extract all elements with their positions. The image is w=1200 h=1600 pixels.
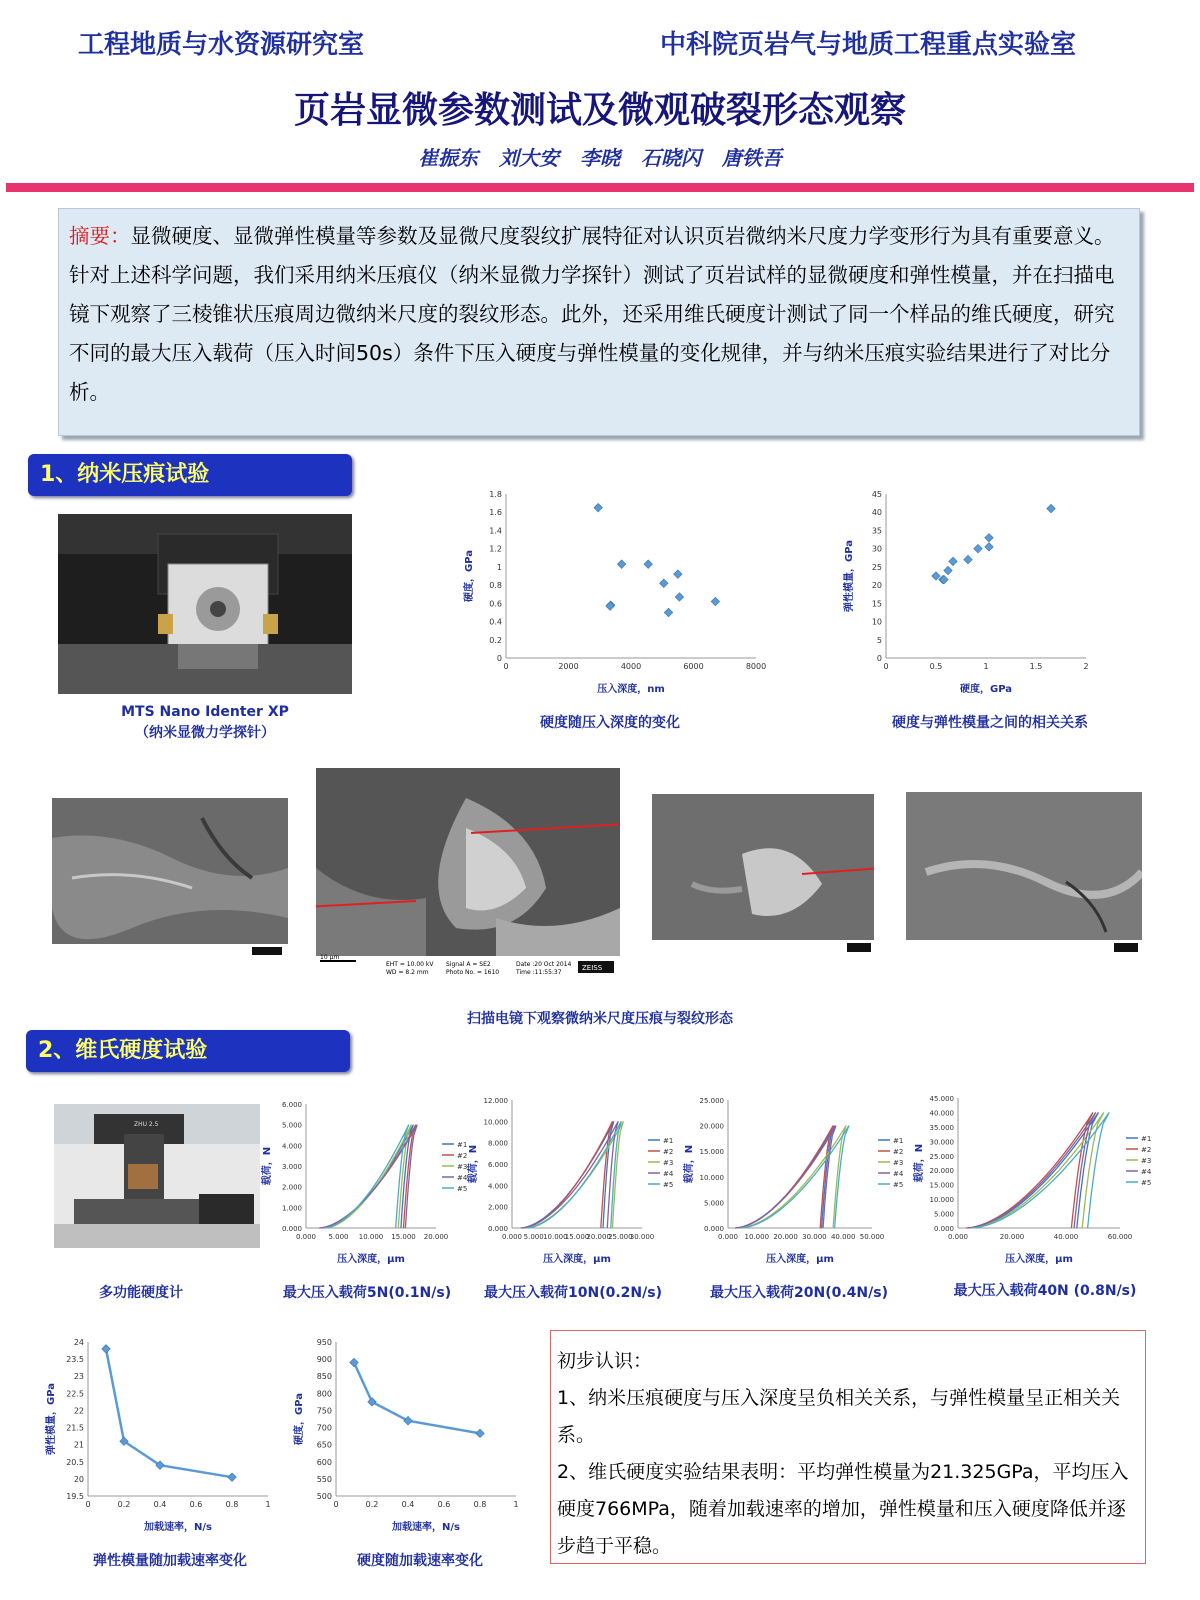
y-tick-label: 40.000 xyxy=(929,1109,954,1118)
data-point xyxy=(944,566,952,574)
legend-label: #5 xyxy=(893,1181,904,1189)
y-axis-label: 弹性模量，GPa xyxy=(46,1382,57,1456)
nano-indenter-photo xyxy=(58,514,352,694)
x-tick-label: 2 xyxy=(1083,662,1089,671)
x-tick-label: 0.000 xyxy=(717,1233,739,1241)
y-tick-label: 40 xyxy=(871,508,882,518)
data-line xyxy=(106,1349,232,1477)
load-curve-#4 xyxy=(968,1112,1096,1228)
y-tick-label: 0.2 xyxy=(489,635,502,645)
x-tick-label: 60.000 xyxy=(1107,1233,1133,1241)
x-axis-label: 硬度，GPa xyxy=(959,684,1013,695)
x-tick-label: 20.000 xyxy=(773,1233,798,1241)
x-tick-label: 10.000 xyxy=(543,1233,568,1241)
load-depth-chart-10N xyxy=(464,1094,682,1268)
x-tick-label: 0.8 xyxy=(225,1500,239,1509)
sem-caption: 扫描电镜下观察微纳米尺度压痕与裂纹形态 xyxy=(467,1011,733,1027)
data-point xyxy=(949,557,957,565)
y-tick-label: 12.000 xyxy=(483,1097,508,1105)
data-point xyxy=(228,1473,236,1481)
x-tick-label: 0.000 xyxy=(295,1233,317,1241)
x-axis-label: 加载速率，N/s xyxy=(144,1522,212,1533)
hardness-rate-chart xyxy=(290,1336,530,1536)
x-tick-label: 0.4 xyxy=(401,1500,415,1509)
data-point xyxy=(404,1416,412,1424)
legend-label: #5 xyxy=(663,1181,674,1189)
y-tick-label: 1.4 xyxy=(489,526,502,536)
load-curve-#5 xyxy=(527,1121,621,1228)
x-tick-label: 0.6 xyxy=(189,1500,203,1509)
data-point xyxy=(675,593,683,601)
lab-name-left: 工程地质与水资源研究室 xyxy=(78,30,365,60)
y-tick-label: 15.000 xyxy=(699,1148,724,1157)
legend-label: #1 xyxy=(663,1137,674,1145)
y-tick-label: 5 xyxy=(876,635,882,645)
load-curve-#1 xyxy=(521,1121,614,1228)
x-tick-label: 1 xyxy=(983,662,989,671)
y-tick-label: 21.5 xyxy=(66,1423,84,1433)
legend-label: #2 xyxy=(1141,1146,1152,1154)
data-point xyxy=(932,572,940,580)
load-curve-#1 xyxy=(735,1126,834,1228)
y-tick-label: 22 xyxy=(73,1406,84,1416)
legend-label: #2 xyxy=(893,1148,904,1156)
y-tick-label: 0 xyxy=(496,654,502,663)
sem-eht-label: EHT = 10.00 kV xyxy=(386,961,434,968)
x-tick-label: 10.000 xyxy=(744,1233,770,1241)
data-point xyxy=(660,579,668,587)
legend-label: #1 xyxy=(1141,1135,1152,1143)
hardness-modulus-chart xyxy=(840,488,1100,698)
abstract-box xyxy=(58,208,1140,436)
page-title: 页岩显微参数测试及微观破裂形态观察 xyxy=(293,90,906,131)
x-tick-label: 40.000 xyxy=(1053,1233,1079,1241)
chart-svg xyxy=(910,1092,1160,1268)
x-tick-label: 30.000 xyxy=(629,1233,655,1241)
x-axis-label: 加载速率，N/s xyxy=(392,1522,460,1533)
y-tick-label: 0.000 xyxy=(281,1225,302,1233)
y-tick-label: 0.000 xyxy=(933,1225,954,1233)
legend-label: #5 xyxy=(457,1185,468,1193)
y-tick-label: 35 xyxy=(871,526,882,536)
modulus-rate-caption: 弹性模量随加载速率变化 xyxy=(93,1553,247,1569)
sem-photo-label: Photo No. = 1610 xyxy=(446,969,500,976)
y-tick-label: 950 xyxy=(316,1338,332,1347)
y-tick-label: 23 xyxy=(73,1372,84,1382)
abstract-text: 显微硬度、显微弹性模量等参数及显微尺度裂纹扩展特征对认识页岩微纳米尺度力学变形行为具有重要意义。针对上述科学问题，我们采用纳米压痕仪（纳米显微力学探针）测试了页岩试样的显微硬度和弹性模量，并在扫描电镜下观察了三棱锥状压痕周边微纳米尺度的裂纹形态。此外，还采用维氏硬度计测试了同一个样品的维氏硬度，研究不同的最大压入载荷（压入时间50s）条件下压入硬度与弹性模量的变化规律，并与纳米压痕实验结果进行了对比分析。 xyxy=(69,224,1115,404)
y-tick-label: 25.000 xyxy=(699,1097,724,1105)
legend-label: #3 xyxy=(663,1159,674,1167)
x-tick-label: 0.2 xyxy=(365,1500,379,1509)
sem-signal-label: Signal A = SE2 xyxy=(446,961,491,968)
data-point xyxy=(940,575,948,583)
y-tick-label: 15.000 xyxy=(929,1181,954,1190)
x-tick-label: 0.5 xyxy=(929,662,943,671)
y-tick-label: 25.000 xyxy=(929,1152,954,1161)
load-depth-caption-40N: 最大压入载荷40N (0.8N/s) xyxy=(953,1283,1137,1299)
x-tick-label: 15.000 xyxy=(391,1233,416,1241)
y-tick-label: 2.000 xyxy=(487,1203,508,1212)
load-depth-chart-20N xyxy=(680,1094,912,1268)
chart-svg xyxy=(290,1336,530,1536)
load-curve-#2 xyxy=(966,1112,1093,1228)
hardness-rate-caption: 硬度随加载速率变化 xyxy=(357,1553,483,1569)
x-tick-label: 8000 xyxy=(745,662,767,671)
sem-image-right-1 xyxy=(652,794,874,956)
data-point xyxy=(985,533,993,541)
chart-svg xyxy=(42,1336,282,1536)
legend-label: #1 xyxy=(457,1141,468,1149)
conclusion-heading: 初步认识： xyxy=(557,1350,653,1372)
x-tick-label: 0.6 xyxy=(437,1500,451,1509)
x-tick-label: 0.2 xyxy=(117,1500,131,1509)
y-tick-label: 24 xyxy=(73,1338,84,1347)
lab-name-right: 中科院页岩气与地质工程重点实验室 xyxy=(660,30,1077,60)
legend-label: #3 xyxy=(893,1159,904,1167)
y-tick-label: 850 xyxy=(316,1372,332,1382)
x-tick-label: 6000 xyxy=(683,662,704,671)
y-tick-label: 25 xyxy=(871,562,882,572)
x-tick-label: 0.000 xyxy=(501,1233,523,1241)
conclusion-box xyxy=(550,1330,1146,1564)
data-point xyxy=(674,570,682,578)
data-point xyxy=(985,543,993,551)
y-tick-label: 20.000 xyxy=(699,1122,724,1131)
x-tick-label: 4000 xyxy=(620,662,642,671)
legend-label: #4 xyxy=(457,1174,468,1182)
y-axis-label: 载荷，N xyxy=(914,1143,925,1183)
x-axis-label: 压入深度，μm xyxy=(543,1254,611,1265)
x-tick-label: 1 xyxy=(513,1500,519,1509)
y-axis-label: 载荷，N xyxy=(684,1144,695,1184)
x-tick-label: 0 xyxy=(333,1500,339,1509)
title-divider xyxy=(6,183,1194,192)
y-tick-label: 30 xyxy=(871,544,882,554)
data-point xyxy=(644,560,652,568)
sem-wd-label: WD = 8.2 mm xyxy=(386,969,429,976)
authors: 崔振东 刘大安 李晓 石晓闪 唐铁吾 xyxy=(418,146,782,170)
abstract-label: 摘要： xyxy=(69,224,131,248)
x-tick-label: 0 xyxy=(503,662,509,671)
legend-label: #4 xyxy=(893,1170,904,1178)
y-tick-label: 1.000 xyxy=(281,1204,302,1213)
sem-time-label: Time :11:55:37 xyxy=(516,969,562,976)
y-tick-label: 10.000 xyxy=(929,1196,954,1205)
x-tick-label: 25.000 xyxy=(608,1233,633,1241)
x-tick-label: 0 xyxy=(883,662,889,671)
y-tick-label: 5.000 xyxy=(281,1121,302,1130)
x-tick-label: 0.8 xyxy=(473,1500,487,1509)
y-tick-label: 900 xyxy=(316,1355,332,1365)
data-point xyxy=(617,560,625,568)
y-tick-label: 1.8 xyxy=(489,490,502,499)
data-point xyxy=(964,555,972,563)
sem-image-main xyxy=(316,768,620,978)
section-1-header: 1、纳米压痕试验 xyxy=(28,454,352,496)
hardness-modulus-caption: 硬度与弹性模量之间的相关关系 xyxy=(892,715,1088,731)
legend-label: #5 xyxy=(1141,1179,1152,1187)
chart-svg xyxy=(840,488,1100,698)
legend-label: #3 xyxy=(1141,1157,1152,1165)
legend-label: #1 xyxy=(893,1137,904,1145)
x-axis-label: 压入深度，μm xyxy=(1005,1254,1073,1265)
y-tick-label: 35.000 xyxy=(929,1123,954,1132)
load-curve-#3 xyxy=(326,1125,412,1228)
y-tick-label: 21 xyxy=(73,1440,84,1450)
sem-image-right-2 xyxy=(906,792,1142,956)
x-tick-label: 20.000 xyxy=(586,1233,611,1241)
legend-label: #4 xyxy=(1141,1168,1152,1176)
data-point xyxy=(350,1358,358,1366)
y-tick-label: 15 xyxy=(871,599,882,609)
x-tick-label: 40.000 xyxy=(830,1233,856,1241)
x-tick-label: 5.000 xyxy=(328,1233,349,1241)
data-point xyxy=(102,1345,110,1353)
chart-svg xyxy=(258,1098,476,1268)
data-point xyxy=(974,544,982,552)
y-axis-label: 硬度，GPa xyxy=(464,549,475,603)
conclusion-point-1: 1、纳米压痕硬度与压入深度呈负相关关系，与弹性模量呈正相关关系。 xyxy=(557,1387,1121,1446)
hardness-depth-chart xyxy=(460,488,770,698)
load-curve-#2 xyxy=(737,1126,834,1228)
sem-image-left xyxy=(52,798,288,958)
x-tick-label: 15.000 xyxy=(564,1233,590,1241)
data-point xyxy=(368,1398,376,1406)
y-tick-label: 700 xyxy=(316,1423,332,1433)
chart-svg xyxy=(464,1094,682,1268)
y-tick-label: 1 xyxy=(496,562,502,572)
x-tick-label: 20.000 xyxy=(999,1233,1025,1241)
y-tick-label: 2.000 xyxy=(281,1183,302,1192)
y-tick-label: 1.6 xyxy=(489,508,502,518)
y-tick-label: 0.000 xyxy=(487,1225,508,1233)
y-tick-label: 4.000 xyxy=(281,1142,302,1151)
chart-svg xyxy=(460,488,770,698)
y-axis-label: 弹性模量，GPa xyxy=(844,539,855,613)
load-depth-caption-10N: 最大压入载荷10N(0.2N/s) xyxy=(484,1285,662,1301)
y-axis-label: 硬度，GPa xyxy=(294,1392,305,1446)
load-curve-#1 xyxy=(969,1112,1099,1228)
hardness-tester-caption: 多功能硬度计 xyxy=(99,1285,183,1301)
x-tick-label: 0.000 xyxy=(947,1233,969,1241)
load-depth-chart-40N xyxy=(910,1092,1160,1268)
data-point xyxy=(594,503,602,511)
x-axis-label: 压入深度，μm xyxy=(766,1254,834,1265)
load-depth-caption-20N: 最大压入载荷20N(0.4N/s) xyxy=(710,1285,888,1301)
y-tick-label: 0.8 xyxy=(489,581,502,591)
y-tick-label: 22.5 xyxy=(66,1389,84,1399)
x-tick-label: 2000 xyxy=(558,662,579,671)
legend-label: #2 xyxy=(457,1152,468,1160)
y-tick-label: 6.000 xyxy=(281,1101,302,1109)
y-tick-label: 500 xyxy=(316,1492,332,1501)
y-tick-label: 45.000 xyxy=(929,1095,954,1103)
load-depth-caption-5N: 最大压入载荷5N(0.1N/s) xyxy=(282,1285,452,1301)
y-tick-label: 650 xyxy=(316,1440,332,1450)
load-curve-#2 xyxy=(523,1121,613,1228)
modulus-rate-chart xyxy=(42,1336,282,1536)
y-tick-label: 10 xyxy=(871,617,882,627)
x-axis-label: 压入深度，nm xyxy=(597,684,665,695)
chart-svg xyxy=(680,1094,912,1268)
y-tick-label: 550 xyxy=(316,1474,332,1484)
y-tick-label: 20.000 xyxy=(929,1167,954,1176)
x-tick-label: 30.000 xyxy=(802,1233,827,1241)
x-tick-label: 20.000 xyxy=(423,1233,449,1241)
y-tick-label: 5.000 xyxy=(703,1199,724,1208)
x-tick-label: 10.000 xyxy=(358,1233,384,1241)
instrument-subcaption: （纳米显微力学探针） xyxy=(135,725,275,741)
x-axis-label: 压入深度，μm xyxy=(337,1254,405,1265)
load-depth-chart-5N xyxy=(258,1098,476,1268)
y-tick-label: 20.5 xyxy=(66,1457,84,1467)
data-point xyxy=(711,597,719,605)
y-axis-label: 载荷，N xyxy=(468,1144,479,1184)
x-tick-label: 5.000 xyxy=(523,1233,544,1241)
x-tick-label: 0 xyxy=(85,1500,91,1509)
y-tick-label: 20 xyxy=(871,581,882,591)
x-tick-label: 1.5 xyxy=(1029,662,1043,671)
data-line xyxy=(354,1363,480,1434)
sem-date-label: Date :20 Oct 2014 xyxy=(516,961,572,968)
x-tick-label: 50.000 xyxy=(859,1233,885,1241)
y-tick-label: 5.000 xyxy=(933,1210,954,1219)
y-axis-label: 载荷，N xyxy=(262,1146,273,1186)
x-tick-label: 0.4 xyxy=(153,1500,167,1509)
legend-label: #3 xyxy=(457,1163,468,1171)
y-tick-label: 4.000 xyxy=(487,1182,508,1191)
y-tick-label: 750 xyxy=(316,1406,332,1416)
y-tick-label: 23.5 xyxy=(66,1355,84,1365)
legend-label: #2 xyxy=(663,1148,674,1156)
y-tick-label: 6.000 xyxy=(487,1161,508,1169)
y-tick-label: 30.000 xyxy=(929,1138,954,1147)
data-point xyxy=(1047,504,1055,512)
y-tick-label: 10.000 xyxy=(483,1118,508,1127)
instrument-caption: MTS Nano Identer XP xyxy=(121,704,289,720)
sem-scale-label: 10 μm xyxy=(320,954,340,961)
load-curve-#5 xyxy=(741,1126,849,1228)
x-tick-label: 1 xyxy=(265,1500,271,1509)
y-tick-label: 3.000 xyxy=(281,1163,302,1171)
load-curve-#5 xyxy=(324,1125,409,1228)
zeiss-logo-label: ZEISS xyxy=(582,964,603,972)
y-tick-label: 0.000 xyxy=(703,1225,724,1233)
data-point xyxy=(476,1429,484,1437)
hardness-depth-caption: 硬度随压入深度的变化 xyxy=(540,715,680,731)
y-tick-label: 600 xyxy=(316,1457,332,1467)
y-tick-label: 20 xyxy=(73,1474,84,1484)
y-tick-label: 8.000 xyxy=(487,1139,508,1148)
tester-model-label: ZHU 2.5 xyxy=(134,1121,159,1128)
y-tick-label: 800 xyxy=(316,1389,332,1399)
y-tick-label: 1.2 xyxy=(489,544,502,554)
data-point xyxy=(664,608,672,616)
y-tick-label: 0 xyxy=(876,654,882,663)
hardness-tester-photo xyxy=(54,1104,260,1248)
section-2-header: 2、维氏硬度试验 xyxy=(26,1030,350,1072)
y-tick-label: 10.000 xyxy=(699,1173,724,1182)
y-tick-label: 19.5 xyxy=(66,1492,84,1501)
y-tick-label: 0.4 xyxy=(489,617,502,627)
y-tick-label: 0.6 xyxy=(489,599,502,609)
conclusion-point-2: 2、维氏硬度实验结果表明：平均弹性模量为21.325GPa，平均压入硬度766MPa，随着加载速率的增加，弹性模量和压入硬度降低并逐步趋于平稳。 xyxy=(557,1461,1129,1557)
legend-label: #4 xyxy=(663,1170,674,1178)
y-tick-label: 45 xyxy=(871,490,882,499)
